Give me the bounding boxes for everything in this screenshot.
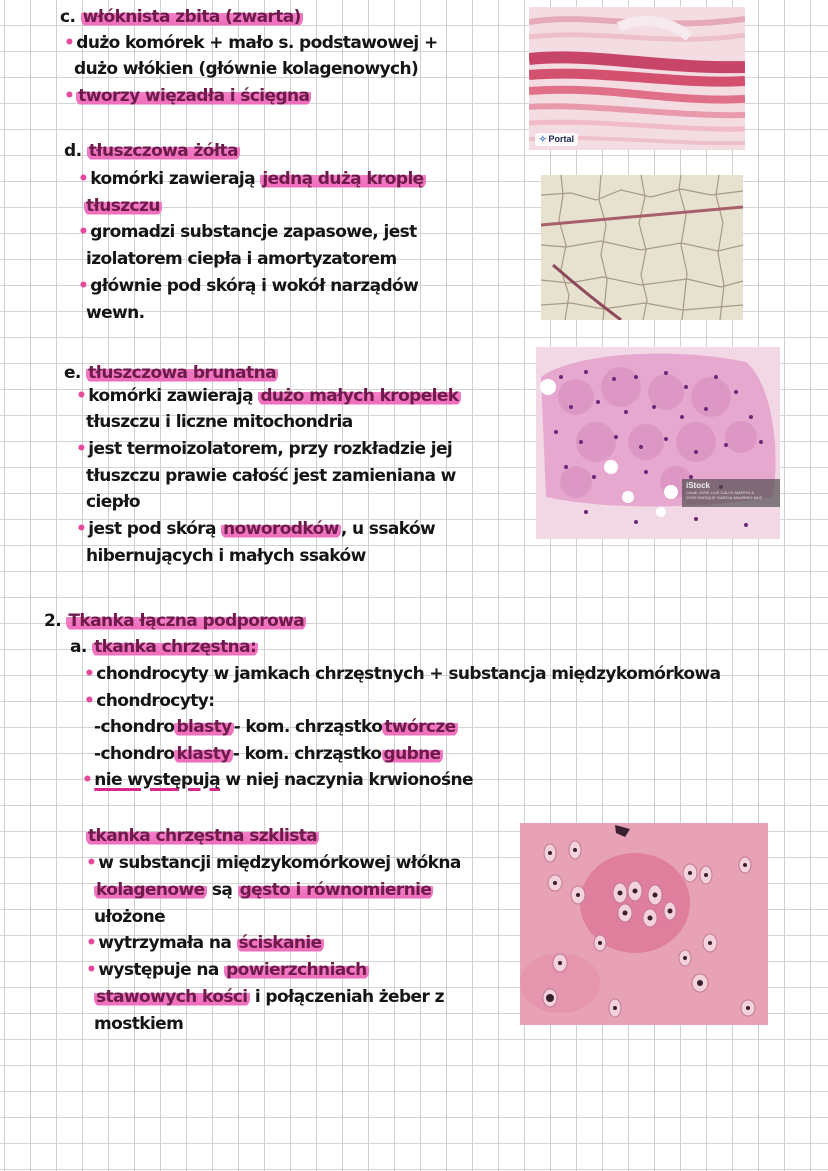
section-c-heading xyxy=(60,6,303,28)
bullet-continuation: tłuszczu xyxy=(86,196,160,216)
section-e-heading xyxy=(64,362,278,384)
bullet-item: • dużo komórek + mało s. podstawowej + xyxy=(64,33,438,53)
section-title-highlight: włóknista zbita (zwarta) xyxy=(82,7,301,27)
bullet-continuation: tłuszczu i liczne mitochondria xyxy=(86,412,353,432)
section-title-highlight: Tkanka łączna podporowa xyxy=(68,611,305,631)
sub-item: -chondro blasty - kom. chrząstko twórcze xyxy=(94,717,456,737)
bullet-continuation: kolagenowe są gęsto i równomiernie xyxy=(96,880,432,900)
bullet-icon: • xyxy=(64,33,75,53)
bullet-continuation: dużo włókien (głównie kolagenowych) xyxy=(74,59,419,79)
section-marker: a. xyxy=(70,637,87,657)
bullet-item: • komórki zawierają dużo małych kropelek xyxy=(76,386,459,406)
section-title-highlight: tłuszczowa brunatna xyxy=(88,363,276,383)
bullet-item: • tworzy więzadła i ścięgna xyxy=(64,86,310,106)
bullet-icon: • xyxy=(86,960,97,980)
bullet-item: • nie występują w niej naczynia krwionośne xyxy=(82,770,473,790)
section-2-heading xyxy=(44,610,306,632)
bullet-icon: • xyxy=(64,86,75,106)
bullet-continuation: mostkiem xyxy=(94,1014,184,1034)
image-dense-connective-tissue xyxy=(529,7,745,150)
subsection-szklista-heading xyxy=(86,825,319,847)
bullet-continuation: izolatorem ciepła i amortyzatorem xyxy=(86,249,397,269)
bullet-continuation: tłuszczu prawie całość jest zamieniana w xyxy=(86,466,456,486)
logo-icon: ✧ xyxy=(539,134,547,144)
subsection-a-heading xyxy=(70,636,258,658)
histology-image xyxy=(541,175,743,320)
bullet-item: • w substancji międzykomórkowej włókna xyxy=(86,853,461,873)
bullet-continuation: ciepło xyxy=(86,492,140,512)
image-yellow-adipose xyxy=(541,175,743,320)
bullet-icon: • xyxy=(76,439,87,459)
bullet-icon: • xyxy=(86,853,97,873)
bullet-continuation: ułożone xyxy=(94,907,166,927)
bullet-icon: • xyxy=(84,691,95,711)
bullet-continuation: wewn. xyxy=(86,303,145,323)
bullet-continuation: hibernujących i małych ssaków xyxy=(86,546,366,566)
section-title-highlight: tkanka chrzęstna: xyxy=(94,637,257,657)
bullet-item: • występuje na powierzchniach xyxy=(86,960,367,980)
bullet-icon: • xyxy=(84,664,95,684)
section-title-highlight: tkanka chrzęstna szklista xyxy=(88,826,318,846)
histology-image xyxy=(520,823,768,1025)
bullet-item: • chondrocyty: xyxy=(84,691,215,711)
histology-image xyxy=(536,347,780,539)
bullet-icon: • xyxy=(78,222,89,242)
section-title-highlight: tłuszczowa żółta xyxy=(88,141,238,161)
section-d-heading xyxy=(64,140,240,162)
istock-watermark: iStock Credit: JOSE LUIS CALVO MARTIN & JOSE ENRIQUE GARCIA-MAURINO MUZ xyxy=(682,479,780,507)
bullet-item: • jest termoizolatorem, przy rozkładzie jej xyxy=(76,439,453,459)
section-marker: d. xyxy=(64,141,82,161)
bullet-icon: • xyxy=(76,386,87,406)
image-brown-adipose xyxy=(536,347,780,539)
section-marker: c. xyxy=(60,7,76,27)
portal-watermark: ✧ Portal xyxy=(535,133,578,146)
bullet-item: • komórki zawierają jedną dużą kroplę xyxy=(78,169,424,189)
bullet-icon: • xyxy=(76,519,87,539)
bullet-item: • jest pod skórą noworodków , u ssaków xyxy=(76,519,436,539)
bullet-icon: • xyxy=(86,933,97,953)
histology-image xyxy=(529,7,745,150)
bullet-item: • gromadzi substancje zapasowe, jest xyxy=(78,222,417,242)
bullet-icon: • xyxy=(78,169,89,189)
bullet-icon: • xyxy=(82,770,93,790)
section-marker: e. xyxy=(64,363,81,383)
bullet-item: • wytrzymała na ściskanie xyxy=(86,933,322,953)
bullet-icon: • xyxy=(78,276,89,296)
section-marker: 2. xyxy=(44,611,62,631)
sub-item: -chondro klasty - kom. chrząstko gubne xyxy=(94,744,441,764)
bullet-item: • głównie pod skórą i wokół narządów xyxy=(78,276,419,296)
bullet-continuation: stawowych kości i połączeniah żeber z xyxy=(96,987,444,1007)
image-hyaline-cartilage xyxy=(520,823,768,1025)
bullet-item: • chondrocyty w jamkach chrzęstnych + substancja międzykomórkowa xyxy=(84,664,721,684)
